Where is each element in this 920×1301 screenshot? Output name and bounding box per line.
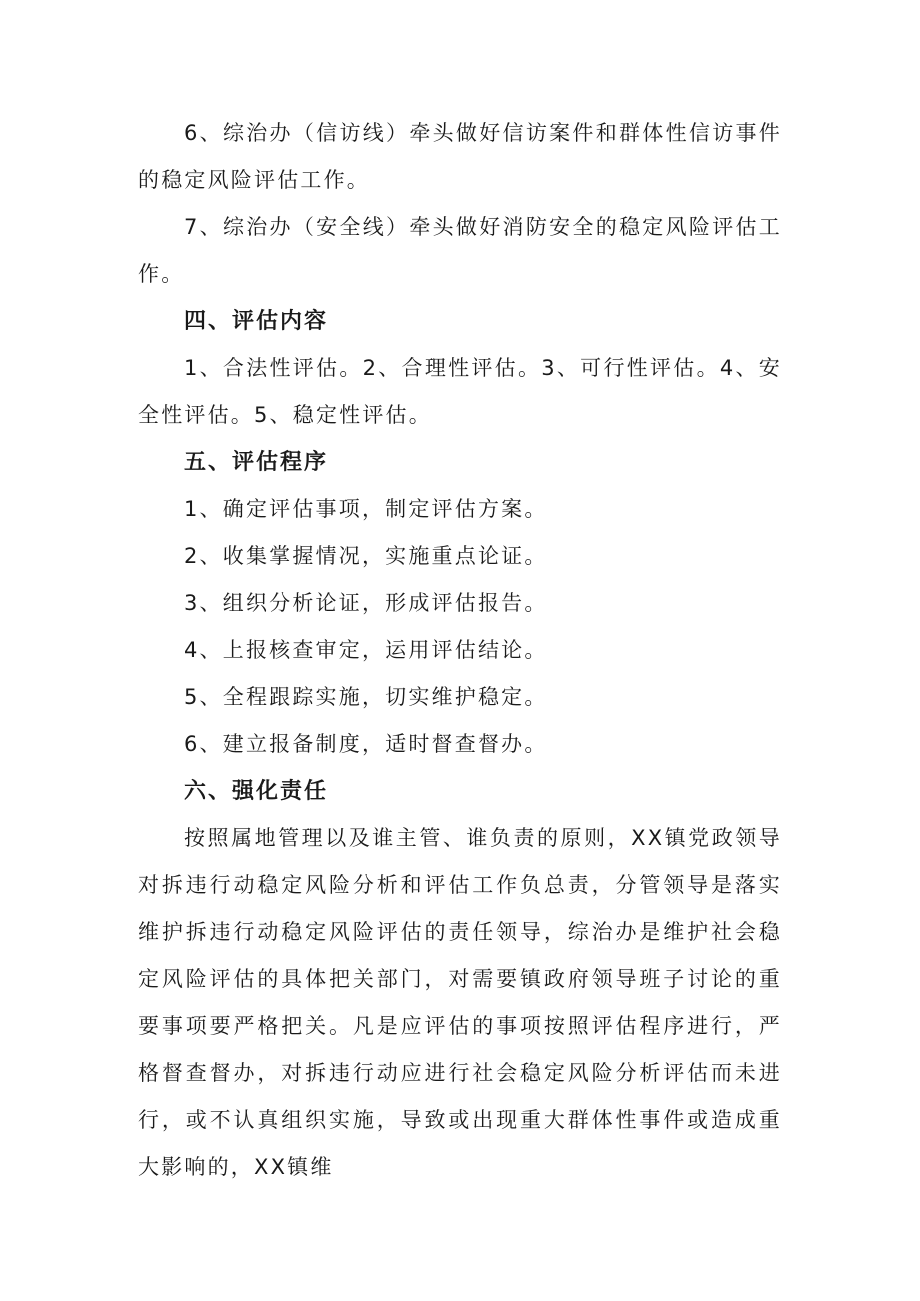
paragraph-evaluation-content: 1、合法性评估。2、合理性评估。3、可行性评估。4、安全性评估。5、稳定性评估。 bbox=[138, 356, 782, 427]
procedure-item: 6、建立报备制度，适时督查督办。 bbox=[184, 732, 548, 756]
section-heading-evaluation-procedure: 五、评估程序 bbox=[184, 450, 329, 475]
section-heading-strengthen-responsibility: 六、强化责任 bbox=[184, 779, 329, 804]
procedure-item: 4、上报核查审定，运用评估结论。 bbox=[184, 638, 548, 662]
procedure-item: 3、组织分析论证，形成评估报告。 bbox=[184, 591, 548, 615]
procedure-item: 5、全程跟踪实施，切实维护稳定。 bbox=[184, 685, 548, 709]
procedure-item: 1、确定评估事项，制定评估方案。 bbox=[184, 497, 548, 521]
paragraph-item-6: 6、综治办（信访线）牵头做好信访案件和群体性信访事件的稳定风险评估工作。 bbox=[138, 121, 782, 192]
paragraph-item-7: 7、综治办（安全线）牵头做好消防安全的稳定风险评估工作。 bbox=[138, 215, 782, 286]
procedure-item: 2、收集掌握情况，实施重点论证。 bbox=[184, 544, 548, 568]
paragraph-strengthen-responsibility: 按照属地管理以及谁主管、谁负责的原则，XX镇党政领导对拆违行动稳定风险分析和评估工作负总责，分管领导是落实维护拆违行动稳定风险评估的责任领导，综治办是维护社会稳定风险评估的具体把关部门，对需要镇政府领导班子讨论的重要事项要严格把关。凡是应评估的事项按照评估程序进行，严格督查督办，对拆违行动应进行社会稳定风险分析评估而未进行，或不认真组织实施，导致或出现重大群体性事件或造成重大影响的，XX镇维 bbox=[138, 826, 782, 1179]
section-heading-evaluation-content: 四、评估内容 bbox=[184, 309, 329, 334]
